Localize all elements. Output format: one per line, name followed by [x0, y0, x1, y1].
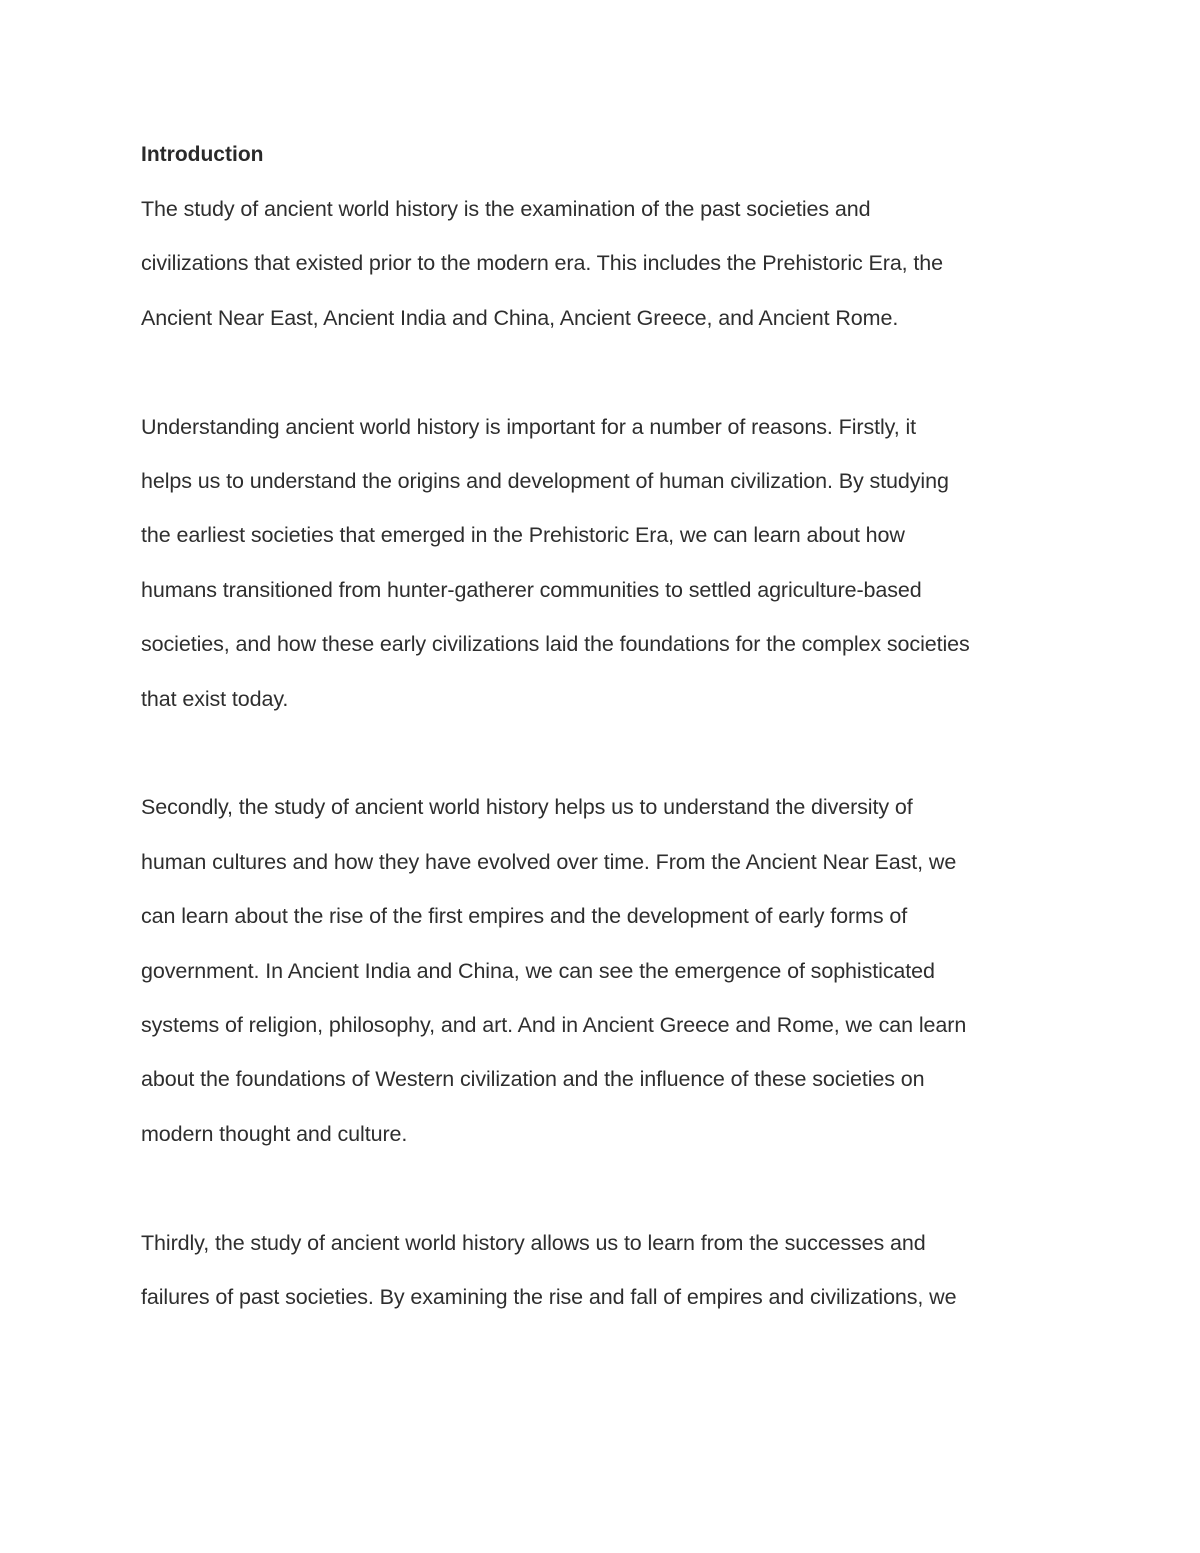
text-line: failures of past societies. By examining the rise and fall of empires and civilizations, we	[141, 1285, 957, 1310]
text-line: about the foundations of Western civilization and the influence of these societies on	[141, 1067, 925, 1092]
text-line: The study of ancient world history is the examination of the past societies and	[141, 197, 871, 221]
text-line: societies, and how these early civilizations laid the foundations for the complex societies	[141, 632, 970, 657]
paragraph-2	[141, 400, 1071, 726]
text-line: government. In Ancient India and China, we can see the emergence of sophisticated	[141, 958, 935, 983]
text-line: helps us to understand the origins and development of human civilization. By studying	[141, 469, 949, 494]
text-line: Secondly, the study of ancient world history helps us to understand the diversity of	[141, 795, 913, 820]
text-line: Understanding ancient world history is important for a number of reasons. Firstly, it	[141, 414, 916, 439]
paragraph-1	[141, 182, 1071, 345]
section-heading: Introduction	[141, 143, 264, 166]
text-line: modern thought and culture.	[141, 1121, 408, 1146]
text-line: systems of religion, philosophy, and art. And in Ancient Greece and Rome, we can learn	[141, 1013, 967, 1038]
paragraph-gap	[141, 726, 1071, 780]
paragraph-gap	[141, 1161, 1071, 1215]
text-line: human cultures and how they have evolved over time. From the Ancient Near East, we	[141, 849, 957, 874]
text-line: civilizations that existed prior to the modern era. This includes the Prehistoric Era, the	[141, 251, 944, 276]
text-line: Thirdly, the study of ancient world history allows us to learn from the successes and	[141, 1230, 926, 1255]
paragraph-gap	[141, 345, 1071, 399]
document-body	[141, 138, 1071, 1324]
text-line: that exist today.	[141, 686, 289, 711]
paragraph-3	[141, 780, 1071, 1161]
text-line: Ancient Near East, Ancient India and China, Ancient Greece, and Ancient Rome.	[141, 305, 899, 330]
text-line: can learn about the rise of the first empires and the development of early forms of	[141, 904, 908, 929]
paragraph-4	[141, 1216, 1071, 1325]
text-line: humans transitioned from hunter-gatherer communities to settled agriculture-based	[141, 577, 922, 602]
text-line: the earliest societies that emerged in the Prehistoric Era, we can learn about how	[141, 523, 905, 548]
